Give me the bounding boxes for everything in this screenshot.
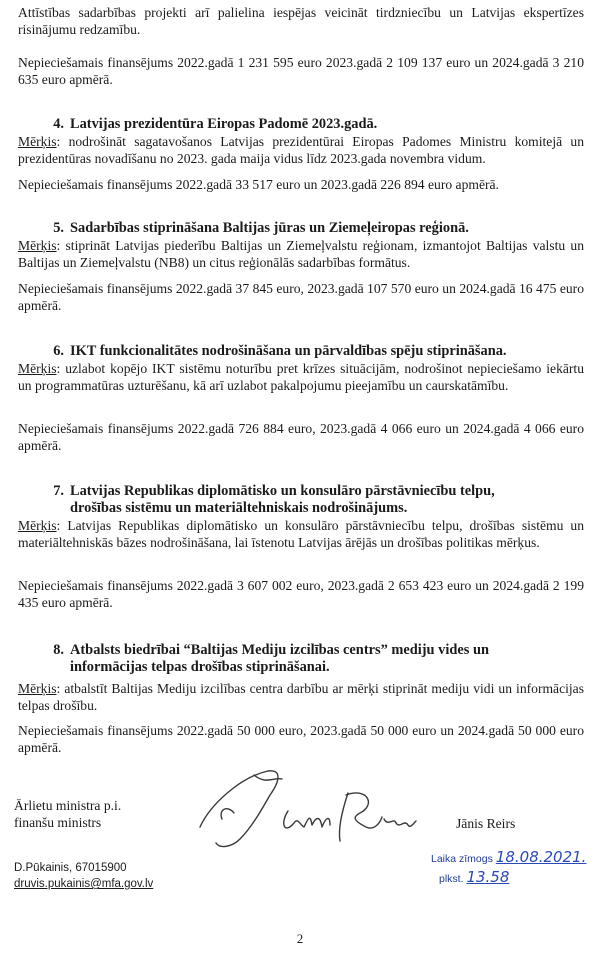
signer-name: Jānis Reirs	[456, 816, 516, 831]
handwritten-signature	[170, 765, 420, 855]
section-8-funding: Nepieciešamais finansējums 2022.gadā 50 000 euro, 2023.gadā 50 000 euro un 2024.gadā 50 000 euro apmērā.	[18, 723, 584, 755]
section-number: 5.	[53, 220, 64, 236]
intro-funding: Nepieciešamais finansējums 2022.gadā 1 231 595 euro 2023.gadā 2 109 137 euro un 2024.gadā 3 210 635 euro apmērā.	[18, 55, 584, 87]
stamp-clock-label: plkst.	[439, 873, 464, 885]
contact-email[interactable]: druvis.pukainis@mfa.gov.lv	[14, 878, 154, 890]
section-8-goal	[18, 680, 584, 714]
goal-label: Mērķis	[18, 134, 57, 149]
section-number: 6.	[53, 343, 64, 359]
goal-label: Mērķis	[18, 518, 57, 533]
goal-label: Mērķis	[18, 238, 57, 253]
goal-text: : stiprināt Latvijas piederību Baltijas un Ziemeļvalstu reģionam, izmantojot Baltijas valstu un Baltijas un Ziemeļvalstu (NB8) un citus reģionālās sadarbības formātus.	[18, 238, 584, 270]
stamp-date: 18.08.2021.	[495, 848, 587, 866]
section-7-heading	[18, 483, 584, 517]
stamp-label: Laika zīmogs	[431, 853, 493, 865]
section-title: IKT funkcionalitātes nodrošināšana un pārvaldības spēju stiprināšana.	[70, 343, 507, 359]
contact-name-phone: D.Pūkainis, 67015900	[14, 862, 127, 874]
signer-role	[14, 797, 121, 831]
signer-role-line2: finanšu ministrs	[14, 815, 102, 830]
section-title-line1: Latvijas Republikas diplomātisko un konsulāro pārstāvniecību telpu,	[70, 483, 495, 499]
section-7-goal	[18, 517, 584, 551]
section-7-funding: Nepieciešamais finansējums 2022.gadā 3 607 002 euro, 2023.gadā 2 653 423 euro un 2024.gadā 2 199 435 euro apmērā.	[18, 578, 584, 610]
signer-role-line1: Ārlietu ministra p.i.	[14, 798, 122, 813]
section-6-goal	[18, 360, 584, 394]
time-stamp-clock	[439, 868, 509, 886]
goal-text: : atbalstīt Baltijas Mediju izcilības centra darbību ar mērķi stiprināt mediju vidi un informācijas telpas drošību.	[18, 681, 584, 713]
goal-text: : nodrošināt sagatavošanos Latvijas prezidentūrai Eiropas Padomes Ministru komitejā un prezidentūras novadīšanu no 2023. gada maija vidus līdz 2023.gada novembra vidum.	[18, 134, 584, 166]
goal-text: : uzlabot kopējo IKT sistēmu noturību pret krīzes situācijām, nodrošinot nepieciešamo iekārtu un programmatūras uzturēšanu, kā arī uzlabot pakalpojumu pieejamību un caurskatāmību.	[18, 361, 584, 393]
section-title-line1: Atbalsts biedrībai “Baltijas Mediju izcilības centrs” mediju vides un	[70, 642, 489, 658]
intro-paragraph: Attīstības sadarbības projekti arī palielina iespējas veicināt tirdzniecību un Latvijas ekspertīzes risinājumu redzamību.	[18, 5, 584, 37]
section-number: 7.	[53, 483, 64, 499]
section-title: Sadarbības stiprināšana Baltijas jūras un Ziemeļeiropas reģionā.	[70, 220, 469, 236]
section-6-heading	[18, 343, 584, 360]
stamp-clock: 13.58	[466, 868, 510, 886]
page-number: 2	[296, 931, 304, 946]
section-6-funding: Nepieciešamais finansējums 2022.gadā 726 884 euro, 2023.gadā 4 066 euro un 2024.gadā 4 066 euro apmērā.	[18, 421, 584, 453]
goal-label: Mērķis	[18, 681, 57, 696]
section-number: 4.	[53, 116, 64, 132]
section-title: Latvijas prezidentūra Eiropas Padomē 2023.gadā.	[70, 116, 378, 132]
section-4-funding: Nepieciešamais finansējums 2022.gadā 33 517 euro un 2023.gadā 226 894 euro apmērā.	[18, 177, 499, 192]
goal-label: Mērķis	[18, 361, 57, 376]
section-title-line2: informācijas telpas drošības stiprināšanai.	[70, 659, 330, 675]
section-4-heading	[18, 116, 584, 133]
section-4-goal	[18, 133, 584, 167]
time-stamp	[431, 848, 586, 866]
section-title-line2: drošības sistēmu un materiāltehniskais nodrošinājums.	[70, 500, 408, 516]
section-8-heading	[18, 642, 584, 676]
section-number: 8.	[53, 642, 64, 658]
goal-text: : Latvijas Republikas diplomātisko un konsulāro pārstāvniecību telpu, drošības sistēmu un materiāltehniskās bāzes nodrošināšana, lai īstenotu Latvijas ārējās un drošības politikas mērķus.	[18, 518, 584, 550]
section-5-funding: Nepieciešamais finansējums 2022.gadā 37 845 euro, 2023.gadā 107 570 euro un 2024.gadā 16 475 euro apmērā.	[18, 281, 584, 313]
section-5-goal	[18, 237, 584, 271]
section-5-heading	[18, 220, 584, 237]
